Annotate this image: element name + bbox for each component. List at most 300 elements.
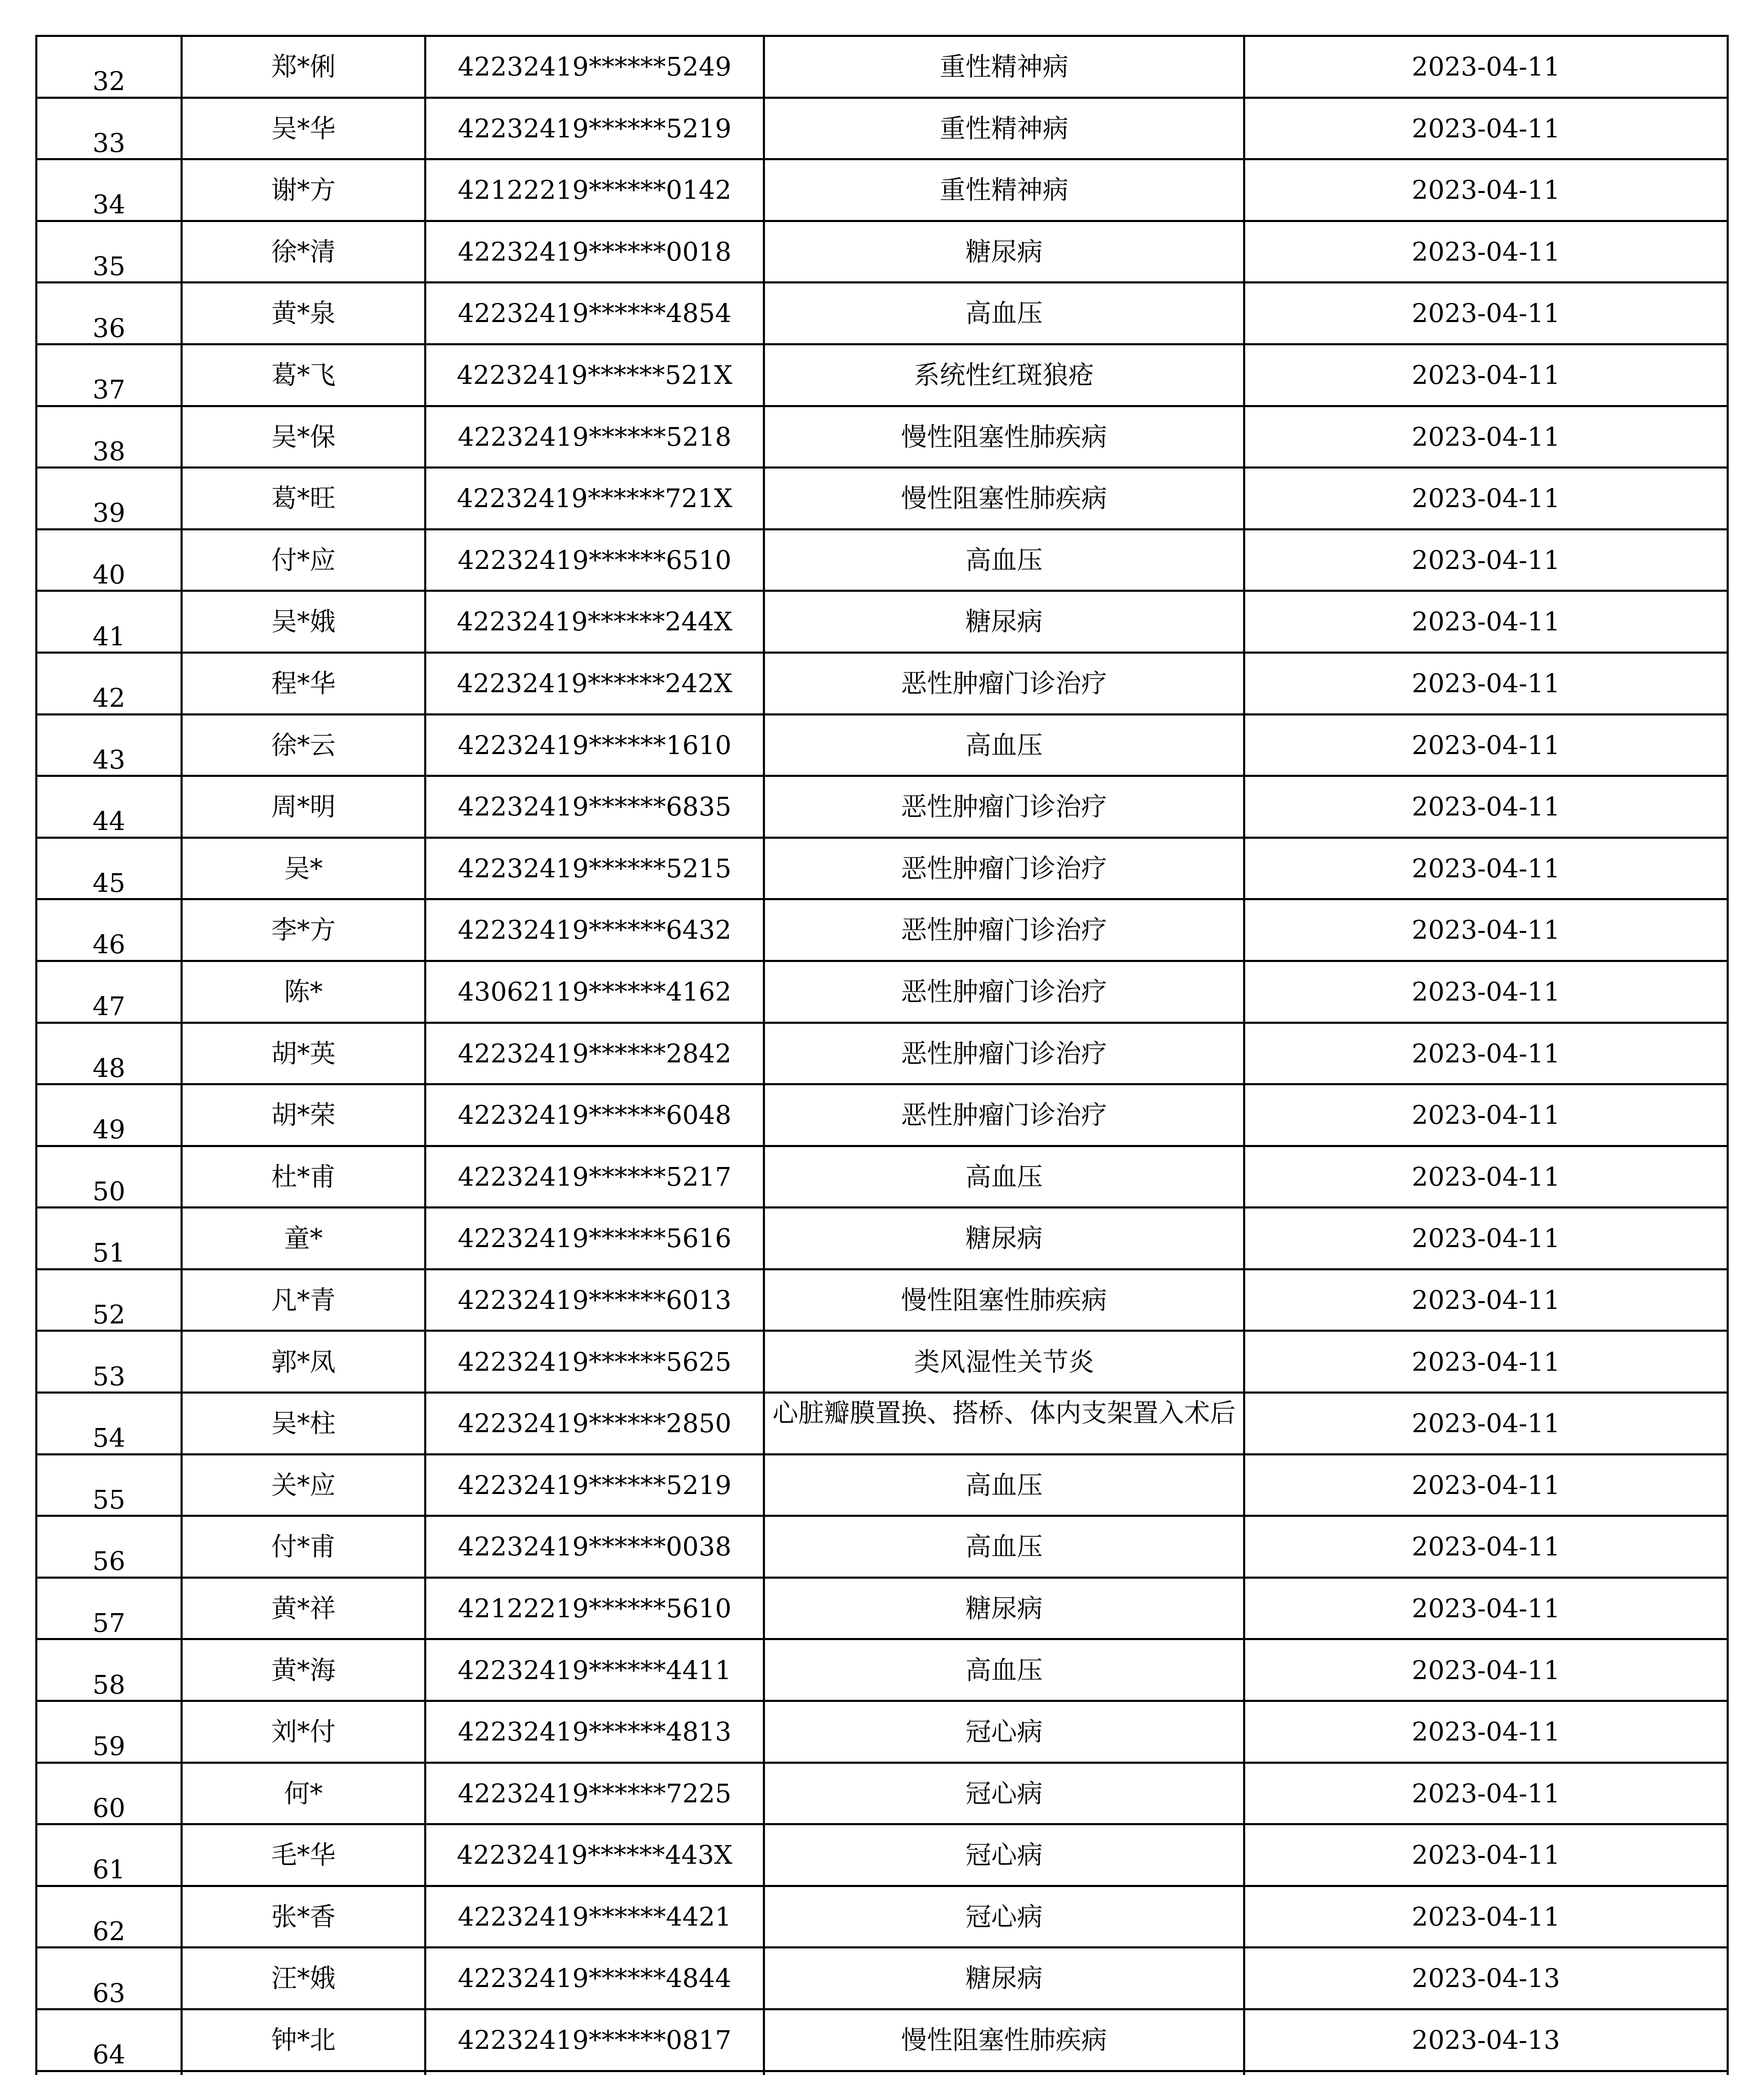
name-cell (182, 1701, 425, 1763)
table-row (37, 468, 1728, 530)
condition-cell-text: 恶性肿瘤门诊治疗 (901, 853, 1107, 884)
row-number-cell-text: 58 (93, 1669, 125, 1700)
row-number-cell (37, 1023, 182, 1084)
row-number-cell-text: 46 (93, 929, 125, 960)
row-number-cell-text: 44 (93, 806, 125, 837)
id-number-cell-text: 42232419******2850 (457, 1408, 732, 1439)
date-cell (1244, 1886, 1728, 1948)
row-number-cell (37, 591, 182, 653)
row-number-cell (37, 1577, 182, 1639)
date-cell-text: 2023-04-13 (1412, 2025, 1560, 2055)
row-number-cell-text: 37 (93, 374, 125, 405)
table-row (37, 1269, 1728, 1331)
condition-cell (764, 98, 1244, 159)
name-cell-text: 汪*娥 (271, 1963, 336, 1994)
row-number-cell (37, 1516, 182, 1578)
row-number-cell (37, 1763, 182, 1824)
condition-cell-text: 高血压 (965, 730, 1043, 760)
date-cell (1244, 98, 1728, 159)
condition-cell (764, 36, 1244, 98)
condition-cell-text: 糖尿病 (965, 236, 1043, 267)
condition-cell-text: 恶性肿瘤门诊治疗 (901, 1038, 1107, 1069)
id-number-cell-text: 42232419******6432 (457, 915, 732, 945)
table-row (37, 1577, 1728, 1639)
row-number-cell (37, 468, 182, 530)
table-row (37, 591, 1728, 653)
name-cell-text: 郑*俐 (271, 51, 336, 82)
condition-cell (764, 221, 1244, 283)
name-cell-text: 陈* (284, 976, 323, 1007)
table-row (37, 2071, 1728, 2075)
row-number-cell-text: 38 (93, 436, 125, 466)
condition-cell-text: 高血压 (965, 298, 1043, 329)
id-number-cell-text: 42232419******5625 (457, 1346, 732, 1377)
date-cell (1244, 1454, 1728, 1516)
id-number-cell-text: 42122219******0142 (457, 175, 732, 205)
row-number-cell-text: 45 (93, 867, 125, 898)
name-cell (182, 159, 425, 221)
condition-cell (764, 837, 1244, 899)
date-cell (1244, 159, 1728, 221)
row-number-cell (37, 1948, 182, 2009)
name-cell-text: 凡*青 (271, 1284, 336, 1315)
date-cell (1244, 776, 1728, 838)
condition-cell (764, 283, 1244, 344)
table-row (37, 98, 1728, 159)
name-cell-text: 黄*泉 (271, 298, 336, 329)
name-cell-text: 葛*飞 (271, 360, 336, 391)
name-cell (182, 1208, 425, 1269)
id-number-cell-text: 42232419******443X (457, 1840, 733, 1870)
date-cell-text: 2023-04-11 (1412, 1655, 1560, 1685)
name-cell (182, 1331, 425, 1393)
name-cell (182, 1577, 425, 1639)
table-row (37, 837, 1728, 899)
date-cell (1244, 591, 1728, 653)
date-cell (1244, 36, 1728, 98)
condition-cell-text: 慢性阻塞性肺疾病 (901, 483, 1107, 514)
date-cell-text: 2023-04-11 (1412, 915, 1560, 945)
table-row (37, 406, 1728, 468)
condition-cell-text: 恶性肿瘤门诊治疗 (901, 976, 1107, 1007)
row-number-cell (37, 899, 182, 961)
row-number-cell (37, 283, 182, 344)
row-number-cell (37, 776, 182, 838)
date-cell-text: 2023-04-11 (1412, 483, 1560, 514)
table-row (37, 1516, 1728, 1578)
record-table (35, 35, 1729, 2075)
id-number-cell (425, 1886, 764, 1948)
table-row (37, 714, 1728, 776)
row-number-cell-text: 56 (93, 1546, 125, 1577)
condition-cell-text: 高血压 (965, 1531, 1043, 1562)
date-cell (1244, 344, 1728, 406)
name-cell-text: 吴*娥 (271, 606, 336, 637)
row-number-cell-text: 52 (93, 1299, 125, 1330)
date-cell (1244, 1084, 1728, 1146)
name-cell-text: 徐*云 (271, 730, 336, 760)
id-number-cell (425, 1639, 764, 1701)
condition-cell (764, 1023, 1244, 1084)
condition-cell (764, 468, 1244, 530)
id-number-cell (425, 776, 764, 838)
id-number-cell (425, 1701, 764, 1763)
date-cell-text: 2023-04-11 (1412, 730, 1560, 760)
name-cell (182, 2071, 425, 2075)
id-number-cell-text: 42232419******521X (457, 360, 733, 391)
row-number-cell-text: 34 (93, 189, 125, 220)
condition-cell-text: 冠心病 (965, 1716, 1043, 1747)
id-number-cell-text: 42232419******0817 (457, 2025, 732, 2055)
id-number-cell (425, 591, 764, 653)
id-number-cell (425, 1454, 764, 1516)
id-number-cell (425, 1948, 764, 2009)
date-cell (1244, 1763, 1728, 1824)
date-cell-text: 2023-04-11 (1412, 853, 1560, 884)
condition-cell-text: 糖尿病 (965, 1593, 1043, 1623)
table-row (37, 1948, 1728, 2009)
row-number-cell-text: 35 (93, 251, 125, 281)
id-number-cell (425, 159, 764, 221)
table-row (37, 36, 1728, 98)
date-cell (1244, 2009, 1728, 2071)
condition-cell-text: 类风湿性关节炎 (914, 1346, 1094, 1377)
name-cell-text: 吴*华 (271, 113, 336, 144)
id-number-cell-text: 42232419******6013 (457, 1284, 732, 1315)
name-cell-text: 毛*华 (271, 1840, 336, 1870)
name-cell-text: 谢*方 (271, 175, 336, 205)
row-number-cell (37, 961, 182, 1023)
id-number-cell (425, 1516, 764, 1578)
row-number-cell (37, 1208, 182, 1269)
condition-cell-text: 慢性阻塞性肺疾病 (901, 2025, 1107, 2055)
name-cell (182, 591, 425, 653)
date-cell-text: 2023-04-11 (1412, 360, 1560, 391)
row-number-cell-text: 55 (93, 1484, 125, 1515)
id-number-cell (425, 221, 764, 283)
date-cell-text: 2023-04-13 (1412, 1963, 1560, 1994)
name-cell-text: 黄*祥 (271, 1593, 336, 1623)
date-cell (1244, 1516, 1728, 1578)
date-cell (1244, 1208, 1728, 1269)
row-number-cell (37, 1886, 182, 1948)
table-row (37, 344, 1728, 406)
name-cell-text: 郭*凤 (271, 1346, 336, 1377)
id-number-cell (425, 1208, 764, 1269)
table-row (37, 1208, 1728, 1269)
name-cell-text: 徐*清 (271, 236, 336, 267)
table-row (37, 159, 1728, 221)
id-number-cell (425, 961, 764, 1023)
id-number-cell (425, 2009, 764, 2071)
id-number-cell-text: 42232419******5218 (457, 421, 732, 452)
id-number-cell (425, 283, 764, 344)
id-number-cell-text: 42232419******4854 (457, 298, 732, 329)
table-row (37, 1331, 1728, 1393)
name-cell (182, 1269, 425, 1331)
row-number-cell-text: 60 (93, 1792, 125, 1823)
id-number-cell-text: 42232419******5219 (457, 113, 732, 144)
row-number-cell-text: 61 (93, 1854, 125, 1885)
row-number-cell-text: 53 (93, 1361, 125, 1391)
condition-cell (764, 1516, 1244, 1578)
row-number-cell-text: 43 (93, 744, 125, 775)
row-number-cell-text: 57 (93, 1608, 125, 1638)
row-number-cell (37, 1146, 182, 1208)
id-number-cell-text: 42232419******242X (457, 668, 733, 699)
condition-cell-text: 冠心病 (965, 1840, 1043, 1870)
date-cell-text: 2023-04-11 (1412, 1593, 1560, 1623)
row-number-cell (37, 652, 182, 714)
condition-cell-text: 冠心病 (965, 1901, 1043, 1932)
condition-cell-text: 系统性红斑狼疮 (914, 360, 1094, 391)
row-number-cell (37, 1269, 182, 1331)
name-cell-text: 周*明 (271, 791, 336, 822)
id-number-cell-text: 42232419******6510 (457, 544, 732, 575)
name-cell (182, 98, 425, 159)
row-number-cell-text: 49 (93, 1114, 125, 1145)
date-cell (1244, 837, 1728, 899)
condition-cell (764, 1948, 1244, 2009)
date-cell (1244, 406, 1728, 468)
id-number-cell (425, 652, 764, 714)
name-cell (182, 1084, 425, 1146)
row-number-cell (37, 159, 182, 221)
date-cell (1244, 1577, 1728, 1639)
date-cell (1244, 652, 1728, 714)
condition-cell-text: 糖尿病 (965, 606, 1043, 637)
table-row (37, 961, 1728, 1023)
date-cell-text: 2023-04-11 (1412, 544, 1560, 575)
row-number-cell-text: 48 (93, 1052, 125, 1083)
condition-cell-text: 心脏瓣膜置换、搭桥、体内支架置入术后 (772, 1397, 1236, 1428)
table-row (37, 1084, 1728, 1146)
name-cell (182, 468, 425, 530)
name-cell (182, 1454, 425, 1516)
date-cell-text: 2023-04-11 (1412, 976, 1560, 1007)
date-cell-text: 2023-04-11 (1412, 1778, 1560, 1809)
row-number-cell (37, 1824, 182, 1886)
name-cell (182, 1886, 425, 1948)
condition-cell-text: 慢性阻塞性肺疾病 (901, 421, 1107, 452)
name-cell-text: 胡*荣 (271, 1100, 336, 1130)
condition-cell (764, 529, 1244, 591)
date-cell-text: 2023-04-11 (1412, 668, 1560, 699)
name-cell (182, 714, 425, 776)
table-row (37, 1701, 1728, 1763)
condition-cell (764, 1763, 1244, 1824)
row-number-cell (37, 1454, 182, 1516)
id-number-cell (425, 899, 764, 961)
id-number-cell (425, 98, 764, 159)
name-cell (182, 36, 425, 98)
row-number-cell (37, 714, 182, 776)
name-cell (182, 961, 425, 1023)
row-number-cell (37, 1701, 182, 1763)
name-cell-text: 付*应 (271, 544, 336, 575)
date-cell-text: 2023-04-11 (1412, 51, 1560, 82)
name-cell-text: 吴*保 (271, 421, 336, 452)
date-cell-text: 2023-04-11 (1412, 113, 1560, 144)
id-number-cell (425, 1084, 764, 1146)
date-cell-text: 2023-04-11 (1412, 1840, 1560, 1870)
id-number-cell (425, 837, 764, 899)
date-cell (1244, 961, 1728, 1023)
row-number-cell-text: 59 (93, 1731, 125, 1762)
id-number-cell-text: 42232419******5616 (457, 1223, 732, 1254)
name-cell-text: 胡*英 (271, 1038, 336, 1069)
condition-cell (764, 406, 1244, 468)
date-cell (1244, 1393, 1728, 1455)
date-cell-text: 2023-04-11 (1412, 1470, 1560, 1500)
condition-cell (764, 1454, 1244, 1516)
name-cell-text: 童* (284, 1223, 323, 1254)
condition-cell-text: 恶性肿瘤门诊治疗 (901, 1100, 1107, 1130)
name-cell-text: 李*方 (271, 915, 336, 945)
id-number-cell-text: 42232419******2842 (457, 1038, 732, 1069)
date-cell-text: 2023-04-11 (1412, 1100, 1560, 1130)
name-cell-text: 张*香 (271, 1901, 336, 1932)
condition-cell-text: 恶性肿瘤门诊治疗 (901, 668, 1107, 699)
id-number-cell-text: 42232419******1610 (457, 730, 732, 760)
condition-cell-text: 慢性阻塞性肺疾病 (901, 1284, 1107, 1315)
name-cell-text: 吴* (284, 853, 323, 884)
date-cell-text: 2023-04-11 (1412, 298, 1560, 329)
date-cell-text: 2023-04-11 (1412, 1223, 1560, 1254)
date-cell-text: 2023-04-11 (1412, 1408, 1560, 1439)
row-number-cell (37, 529, 182, 591)
name-cell (182, 1763, 425, 1824)
name-cell (182, 899, 425, 961)
date-cell (1244, 283, 1728, 344)
name-cell (182, 1393, 425, 1455)
id-number-cell (425, 1269, 764, 1331)
id-number-cell-text: 42232419******5219 (457, 1470, 732, 1500)
id-number-cell-text: 42232419******5215 (457, 853, 732, 884)
name-cell (182, 776, 425, 838)
table-row (37, 1023, 1728, 1084)
row-number-cell-text: 50 (93, 1176, 125, 1206)
id-number-cell-text: 42232419******4411 (457, 1655, 732, 1685)
condition-cell-text: 恶性肿瘤门诊治疗 (901, 791, 1107, 822)
date-cell-text: 2023-04-11 (1412, 606, 1560, 637)
row-number-cell-text: 64 (93, 2039, 125, 2070)
name-cell (182, 1146, 425, 1208)
id-number-cell (425, 1763, 764, 1824)
id-number-cell (425, 406, 764, 468)
date-cell-text: 2023-04-11 (1412, 1901, 1560, 1932)
date-cell (1244, 1948, 1728, 2009)
name-cell (182, 2009, 425, 2071)
name-cell (182, 1023, 425, 1084)
condition-cell (764, 1577, 1244, 1639)
row-number-cell (37, 344, 182, 406)
date-cell (1244, 529, 1728, 591)
name-cell-text: 吴*柱 (271, 1408, 336, 1439)
row-number-cell (37, 98, 182, 159)
name-cell-text: 钟*北 (271, 2025, 336, 2055)
condition-cell-text: 重性精神病 (939, 51, 1068, 82)
name-cell (182, 652, 425, 714)
name-cell-text: 关*应 (271, 1470, 336, 1500)
row-number-cell (37, 1639, 182, 1701)
id-number-cell (425, 529, 764, 591)
condition-cell (764, 1269, 1244, 1331)
id-number-cell-text: 42232419******4813 (457, 1716, 732, 1747)
table-row (37, 2009, 1728, 2071)
id-number-cell-text: 42232419******0018 (457, 236, 732, 267)
condition-cell-text: 重性精神病 (939, 113, 1068, 144)
date-cell-text: 2023-04-11 (1412, 1038, 1560, 1069)
name-cell (182, 406, 425, 468)
condition-cell-text: 高血压 (965, 544, 1043, 575)
condition-cell-text: 高血压 (965, 1161, 1043, 1192)
table-row (37, 899, 1728, 961)
name-cell (182, 283, 425, 344)
date-cell-text: 2023-04-11 (1412, 1346, 1560, 1377)
row-number-cell (37, 1393, 182, 1455)
row-number-cell-text: 40 (93, 559, 125, 590)
id-number-cell (425, 36, 764, 98)
table-row (37, 1824, 1728, 1886)
condition-cell (764, 159, 1244, 221)
id-number-cell-text: 42232419******4421 (457, 1901, 732, 1932)
condition-cell (764, 899, 1244, 961)
condition-cell (764, 1208, 1244, 1269)
date-cell (1244, 2071, 1728, 2075)
id-number-cell (425, 468, 764, 530)
id-number-cell-text: 43062119******4162 (457, 976, 732, 1007)
row-number-cell-text: 51 (93, 1238, 125, 1268)
condition-cell (764, 776, 1244, 838)
table-row (37, 221, 1728, 283)
name-cell (182, 529, 425, 591)
name-cell-text: 刘*付 (271, 1716, 336, 1747)
id-number-cell-text: 42232419******721X (457, 483, 733, 514)
condition-cell-text: 高血压 (965, 1470, 1043, 1500)
date-cell (1244, 1701, 1728, 1763)
date-cell-text: 2023-04-11 (1412, 421, 1560, 452)
condition-cell-text: 冠心病 (965, 1778, 1043, 1809)
name-cell-text: 付*甫 (271, 1531, 336, 1562)
condition-cell (764, 2071, 1244, 2075)
id-number-cell-text: 42232419******5217 (457, 1161, 732, 1192)
condition-cell (764, 1084, 1244, 1146)
condition-cell (764, 714, 1244, 776)
id-number-cell-text: 42232419******0038 (457, 1531, 732, 1562)
date-cell-text: 2023-04-11 (1412, 1531, 1560, 1562)
row-number-cell-text: 33 (93, 127, 125, 158)
condition-cell (764, 1639, 1244, 1701)
row-number-cell (37, 837, 182, 899)
condition-cell (764, 1701, 1244, 1763)
condition-cell (764, 591, 1244, 653)
date-cell (1244, 899, 1728, 961)
id-number-cell (425, 2071, 764, 2075)
id-number-cell (425, 1577, 764, 1639)
row-number-cell (37, 1331, 182, 1393)
name-cell-text: 程*华 (271, 668, 336, 699)
table-row (37, 283, 1728, 344)
condition-cell-text: 糖尿病 (965, 1963, 1043, 1994)
id-number-cell (425, 714, 764, 776)
row-number-cell-text: 62 (93, 1916, 125, 1946)
row-number-cell-text: 39 (93, 498, 125, 528)
row-number-cell (37, 2009, 182, 2071)
condition-cell (764, 1824, 1244, 1886)
table-row (37, 1763, 1728, 1824)
condition-cell (764, 2009, 1244, 2071)
